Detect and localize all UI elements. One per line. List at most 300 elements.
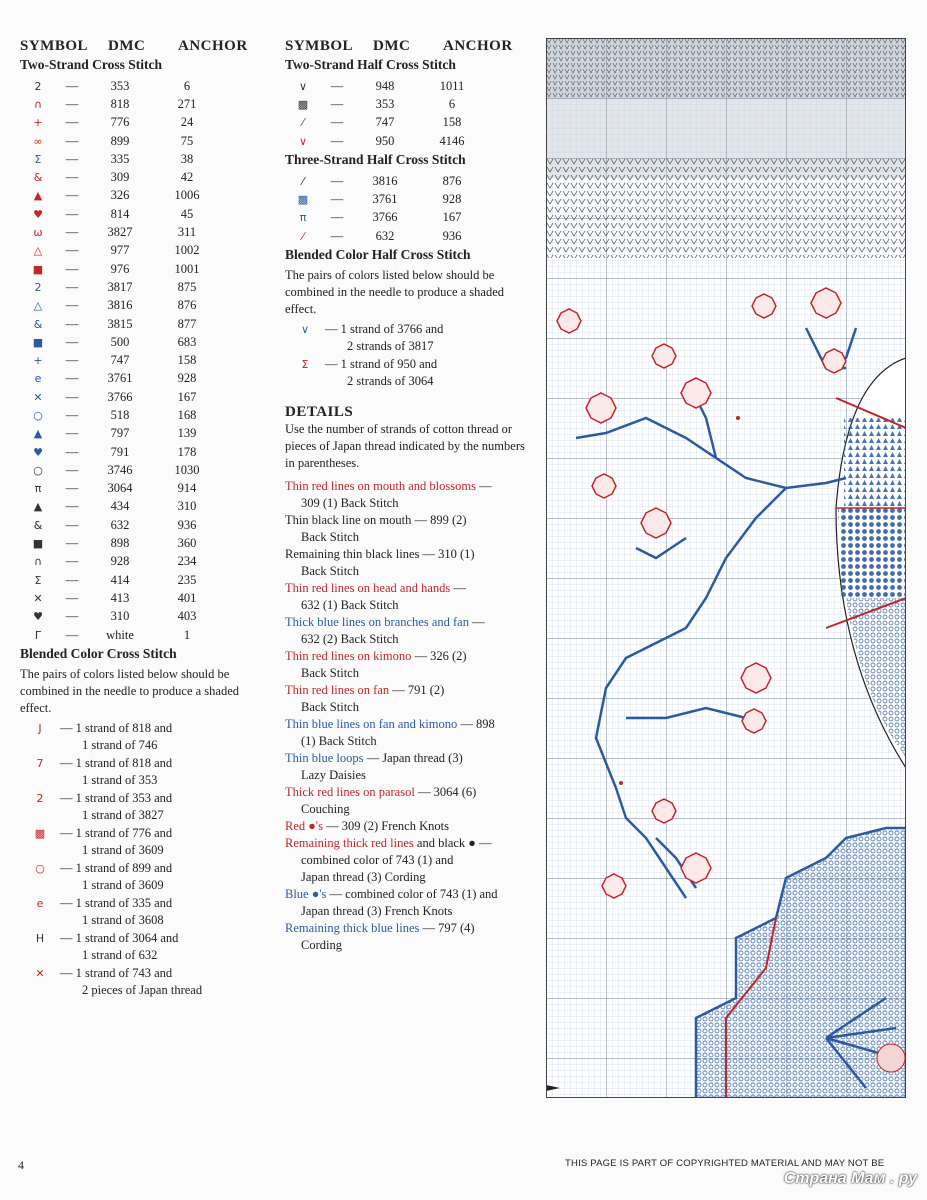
stitch-symbol: ∩ (33, 555, 43, 569)
stitch-symbol: ⁄ (302, 174, 304, 188)
detail-rest: — combined color of 743 (1) and (326, 887, 498, 902)
detail-lead: Thin blue loops (285, 751, 364, 766)
key-row (285, 209, 535, 227)
dmc-number: 3766 (372, 210, 398, 225)
header-dmc: DMC (108, 38, 146, 54)
detail-continuation: Back Stitch (301, 666, 359, 681)
anchor-number: 936 (442, 228, 462, 243)
dash: — (65, 572, 79, 587)
detail-rest: and black ● — (413, 836, 492, 851)
blend-line: — 1 strand of 353 and (60, 791, 173, 806)
dash: — (65, 206, 79, 221)
detail-rest: — 898 (457, 717, 495, 732)
copyright-notice: THIS PAGE IS PART OF COPYRIGHTED MATERIAL AND MAY NOT BE (565, 1158, 885, 1169)
detail-lead: Red ●'s (285, 819, 323, 834)
blend-description (325, 321, 535, 355)
dash: — (65, 627, 79, 642)
anchor-number: 683 (177, 334, 197, 349)
blend-description (60, 965, 270, 999)
anchor-number: 311 (177, 225, 197, 240)
key-row (20, 553, 270, 571)
blend-row (20, 965, 270, 999)
detail-rest: — 309 (2) French Knots (322, 819, 449, 834)
stitch-symbol: ■ (32, 537, 44, 551)
stitch-symbol: ○ (33, 463, 43, 477)
detail-item (285, 648, 535, 682)
dash: — (65, 481, 79, 496)
key-row (285, 132, 535, 150)
key-row (20, 168, 270, 186)
anchor-number: 235 (177, 572, 197, 587)
dmc-number: 413 (110, 590, 130, 605)
key-row (285, 190, 535, 208)
detail-continuation: Back Stitch (301, 700, 359, 715)
stitch-symbol: ○ (33, 408, 43, 422)
dmc-number: 3766 (107, 389, 133, 404)
dash: — (65, 225, 79, 240)
anchor-number: 42 (180, 170, 194, 185)
detail-continuation: Back Stitch (301, 530, 359, 545)
blend-line: — 1 strand of 950 and (325, 357, 438, 372)
blend-line: 1 strand of 3827 (82, 808, 164, 823)
key-row (285, 227, 535, 245)
dmc-number: 776 (110, 115, 130, 130)
detail-rest: — 326 (2) (411, 649, 467, 664)
key-row (20, 351, 270, 369)
stitch-symbol: ∨ (298, 134, 308, 148)
anchor-number: 1001 (174, 261, 200, 276)
blend-line: 1 strand of 746 (82, 738, 158, 753)
dash: — (65, 316, 79, 331)
blend-list (285, 321, 535, 390)
key-row (20, 516, 270, 534)
anchor-number: 876 (442, 173, 462, 188)
detail-item (285, 478, 535, 512)
dash: — (65, 536, 79, 551)
detail-continuation: Japan thread (3) Cording (301, 870, 426, 885)
key-row (20, 534, 270, 552)
header-anchor: ANCHOR (178, 38, 248, 54)
dash: — (65, 444, 79, 459)
anchor-number: 401 (177, 590, 197, 605)
dmc-number: 928 (110, 554, 130, 569)
dash: — (65, 133, 79, 148)
dmc-number: 950 (375, 133, 395, 148)
page-number: 4 (18, 1158, 24, 1172)
blend-description (60, 825, 270, 859)
anchor-number: 928 (442, 192, 462, 207)
blend-line: 1 strand of 353 (82, 773, 158, 788)
anchor-number: 1002 (174, 243, 200, 258)
dash: — (330, 228, 344, 243)
dash: — (65, 115, 79, 130)
key-row (285, 172, 535, 190)
key-row (20, 571, 270, 589)
blend-description (60, 860, 270, 894)
anchor-number: 158 (177, 353, 197, 368)
key-header (285, 38, 535, 55)
key-row (20, 333, 270, 351)
detail-item (285, 784, 535, 818)
blend-row (20, 825, 270, 859)
detail-rest: — 310 (1) (419, 547, 475, 562)
stitch-symbol: ∞ (33, 134, 43, 148)
detail-lead: Thin red lines on head and hands (285, 581, 451, 596)
blend-line: — 1 strand of 818 and (60, 756, 173, 771)
stitch-symbol: ♥ (33, 610, 43, 624)
dash: — (330, 210, 344, 225)
stitch-symbol: △ (33, 244, 43, 258)
section-intro: The pairs of colors listed below should be combined in the needle to produce a shaded effect. (20, 667, 240, 716)
dmc-number: 3817 (107, 279, 133, 294)
dmc-number: 797 (110, 426, 130, 441)
dmc-number: 977 (110, 243, 130, 258)
dmc-number: 3815 (107, 316, 133, 331)
detail-item (285, 716, 535, 750)
detail-lead: Thin red lines on kimono (285, 649, 412, 664)
stitch-symbol: ✕ (33, 390, 43, 404)
detail-item (285, 580, 535, 614)
anchor-number: 178 (177, 444, 197, 459)
blend-row (20, 755, 270, 789)
dmc-number: 632 (375, 228, 395, 243)
anchor-number: 271 (177, 96, 197, 111)
key-row (285, 114, 535, 132)
key-row (20, 187, 270, 205)
color-key-list (285, 77, 535, 150)
stitch-symbol: ■ (32, 335, 44, 349)
detail-item (285, 886, 535, 920)
blend-description (60, 755, 270, 789)
stitch-symbol: π (34, 482, 42, 496)
key-row (20, 223, 270, 241)
dash: — (65, 78, 79, 93)
key-row (20, 608, 270, 626)
stitch-symbol: Σ (34, 152, 42, 166)
anchor-number: 403 (177, 609, 197, 624)
stitch-symbol: 2 (34, 280, 42, 294)
detail-continuation: combined color of 743 (1) and (301, 853, 454, 868)
detail-continuation: Cording (301, 938, 342, 953)
watermark: Страна Мам . ру (783, 1170, 917, 1187)
section-intro: The pairs of colors listed below should be combined in the needle to produce a shaded effect. (285, 268, 505, 317)
dmc-number: 948 (375, 78, 395, 93)
dmc-number: 309 (110, 170, 130, 185)
anchor-number: 1011 (439, 78, 465, 93)
dash: — (65, 462, 79, 477)
section-title: Two-Strand Half Cross Stitch (285, 57, 456, 72)
anchor-number: 6 (448, 96, 456, 111)
dmc-number: 976 (110, 261, 130, 276)
stitch-symbol: e (34, 372, 42, 386)
key-row (20, 388, 270, 406)
detail-item (285, 835, 535, 869)
stitch-symbol: H (35, 932, 45, 946)
dash: — (65, 188, 79, 203)
blend-line: — 1 strand of 3064 and (60, 931, 179, 946)
detail-rest: — 3064 (6) (414, 785, 477, 800)
details-title: DETAILS (285, 404, 354, 421)
detail-rest: — 899 (2) (411, 513, 467, 528)
details-list (285, 478, 535, 954)
blend-row (285, 321, 535, 355)
dash: — (65, 298, 79, 313)
dmc-number: 353 (375, 96, 395, 111)
blend-line: 2 strands of 3817 (347, 339, 434, 354)
dash: — (65, 96, 79, 111)
blend-line: 1 strand of 3609 (82, 878, 164, 893)
stitch-symbol: ⁄ (302, 229, 304, 243)
blend-line: — 1 strand of 899 and (60, 861, 173, 876)
stitch-symbol: ⁄ (302, 116, 304, 130)
blend-row (20, 930, 270, 964)
stitch-symbol: J (38, 722, 42, 736)
dmc-number: 353 (110, 78, 130, 93)
detail-continuation: 632 (2) Back Stitch (301, 632, 399, 647)
blend-description (60, 720, 270, 754)
anchor-number: 24 (180, 115, 194, 130)
detail-rest: — 797 (4) (419, 921, 475, 936)
dmc-number: 3816 (107, 298, 133, 313)
key-row (285, 95, 535, 113)
blend-row (20, 720, 270, 754)
dmc-number: 898 (110, 536, 130, 551)
key-middle-column (285, 38, 535, 954)
dmc-number: 3816 (372, 173, 398, 188)
key-row (20, 406, 270, 424)
dmc-number: 3064 (107, 481, 133, 496)
header-symbol: SYMBOL (20, 38, 89, 54)
section-title: Blended Color Half Cross Stitch (285, 247, 471, 263)
anchor-number: 167 (177, 389, 197, 404)
stitch-symbol: ▩ (297, 97, 309, 111)
dash: — (65, 170, 79, 185)
stitch-symbol: ▩ (297, 193, 309, 207)
stitch-symbol: + (33, 116, 43, 130)
dash: — (65, 371, 79, 386)
dash: — (65, 261, 79, 276)
detail-item (285, 682, 535, 716)
stitch-symbol: 7 (36, 757, 44, 771)
blend-description (60, 895, 270, 929)
detail-item (285, 920, 535, 954)
anchor-number: 6 (183, 78, 191, 93)
dmc-number: 414 (110, 572, 130, 587)
dash: — (65, 590, 79, 605)
dash: — (330, 192, 344, 207)
key-left-column (20, 38, 270, 1000)
anchor-number: 158 (442, 115, 462, 130)
blend-line: 2 pieces of Japan thread (82, 983, 203, 998)
stitch-symbol: 2 (34, 79, 42, 93)
detail-continuation: Couching (301, 802, 350, 817)
detail-lead: Thin black line on mouth (285, 513, 412, 528)
detail-item (285, 546, 535, 580)
anchor-number: 38 (180, 151, 194, 166)
detail-lead: Blue ●'s (285, 887, 327, 902)
stitch-symbol: Σ (34, 573, 42, 587)
detail-item (285, 869, 535, 886)
blend-line: 1 strand of 3608 (82, 913, 164, 928)
section-title: Three-Strand Half Cross Stitch (285, 152, 466, 168)
dmc-number: 747 (110, 353, 130, 368)
stitch-symbol: 2 (36, 792, 44, 806)
anchor-number: 75 (180, 133, 194, 148)
stitch-symbol: & (33, 171, 43, 185)
detail-item (285, 512, 535, 546)
stitch-symbol: Γ (34, 628, 42, 642)
dash: — (65, 279, 79, 294)
key-row (20, 480, 270, 498)
anchor-number: 936 (177, 517, 197, 532)
key-header (20, 38, 270, 55)
key-row (20, 297, 270, 315)
stitch-symbol: & (33, 518, 43, 532)
stitch-symbol: ✕ (35, 967, 45, 981)
detail-lead: Thin red lines on fan (285, 683, 390, 698)
dash: — (65, 334, 79, 349)
blend-list (20, 720, 270, 999)
blend-line: — 1 strand of 776 and (60, 826, 173, 841)
dmc-number: 899 (110, 133, 130, 148)
dash: — (65, 517, 79, 532)
key-row (285, 77, 535, 95)
dash: — (330, 115, 344, 130)
stitch-symbol: ♥ (33, 445, 43, 459)
detail-lead: Remaining thick blue lines (285, 921, 420, 936)
anchor-number: 139 (177, 426, 197, 441)
header-symbol: SYMBOL (285, 38, 354, 54)
dmc-number: 310 (110, 609, 130, 624)
header-anchor: ANCHOR (443, 38, 513, 54)
stitch-symbol: ∩ (33, 97, 43, 111)
dash: — (330, 173, 344, 188)
dmc-number: 326 (110, 188, 130, 203)
key-row (20, 626, 270, 644)
stitch-symbol: ▲ (33, 500, 43, 514)
detail-item (285, 750, 535, 784)
key-row (20, 77, 270, 95)
dash: — (65, 243, 79, 258)
anchor-number: 168 (177, 407, 197, 422)
key-row (20, 95, 270, 113)
anchor-number: 876 (177, 298, 197, 313)
anchor-number: 310 (177, 499, 197, 514)
stitch-symbol: ○ (35, 862, 45, 876)
color-key-list (285, 172, 535, 245)
blend-line: — 1 strand of 335 and (60, 896, 173, 911)
dmc-number: 632 (110, 517, 130, 532)
stitch-symbol: ∨ (300, 323, 310, 337)
blend-row (20, 790, 270, 824)
color-key-list (20, 77, 270, 644)
stitch-symbol: Σ (301, 358, 309, 372)
dmc-number: 3827 (107, 225, 133, 240)
details-intro: Use the number of strands of cotton thread or pieces of Japan thread indicated by the numbers in parentheses. (285, 422, 525, 471)
anchor-number: 1 (183, 627, 191, 642)
detail-continuation: 309 (1) Back Stitch (301, 496, 399, 511)
anchor-number: 877 (177, 316, 197, 331)
anchor-number: 875 (177, 279, 197, 294)
blend-line: — 1 strand of 818 and (60, 721, 173, 736)
anchor-number: 167 (442, 210, 462, 225)
blend-line: 1 strand of 632 (82, 948, 158, 963)
detail-lead: Thick blue lines on branches and fan (285, 615, 469, 630)
section-title: Blended Color Cross Stitch (20, 646, 177, 662)
blend-description (325, 356, 535, 390)
detail-item (285, 818, 535, 835)
dmc-number: 518 (110, 407, 130, 422)
key-row (20, 498, 270, 516)
stitch-symbol: △ (33, 299, 43, 313)
detail-rest: — Japan thread (3) (363, 751, 463, 766)
detail-item (285, 614, 535, 648)
detail-rest: — (468, 615, 485, 630)
detail-lead: Thin red lines on mouth and blossoms (285, 479, 476, 494)
dmc-number: 3761 (372, 192, 398, 207)
anchor-number: 914 (177, 481, 197, 496)
section-title: Two-Strand Cross Stitch (20, 57, 163, 72)
key-row (20, 425, 270, 443)
key-row (20, 370, 270, 388)
blend-line: — 1 strand of 743 and (60, 966, 173, 981)
cross-stitch-chart (546, 38, 906, 1098)
stitch-symbol: π (299, 211, 307, 225)
header-dmc: DMC (373, 38, 411, 54)
stitch-symbol: ∨ (298, 79, 308, 93)
dash: — (330, 78, 344, 93)
blend-row (285, 356, 535, 390)
dmc-number: 791 (110, 444, 130, 459)
stitch-symbol: ▲ (33, 189, 43, 203)
detail-continuation: (1) Back Stitch (301, 734, 377, 749)
anchor-number: 1030 (174, 462, 200, 477)
blend-row (20, 895, 270, 929)
detail-lead: Remaining thin black lines (285, 547, 420, 562)
blend-line: — 1 strand of 3766 and (325, 322, 444, 337)
detail-rest: — 791 (2) (389, 683, 445, 698)
stitch-symbol: ▲ (33, 427, 43, 441)
stitch-symbol: ✕ (33, 591, 43, 605)
blend-line: 2 strands of 3064 (347, 374, 434, 389)
key-row (20, 150, 270, 168)
dmc-number: white (106, 627, 134, 642)
dash: — (65, 407, 79, 422)
stitch-symbol: ω (33, 226, 43, 240)
anchor-number: 928 (177, 371, 197, 386)
detail-continuation: Japan thread (3) French Knots (301, 904, 453, 919)
anchor-number: 4146 (439, 133, 465, 148)
dash: — (65, 554, 79, 569)
dash: — (65, 389, 79, 404)
detail-rest: — (475, 479, 492, 494)
detail-continuation: 632 (1) Back Stitch (301, 598, 399, 613)
key-row (20, 443, 270, 461)
dash: — (65, 151, 79, 166)
key-row (20, 242, 270, 260)
key-row (20, 278, 270, 296)
stitch-symbol: & (33, 317, 43, 331)
anchor-number: 360 (177, 536, 197, 551)
anchor-number: 234 (177, 554, 197, 569)
detail-lead: Thick red lines on parasol (285, 785, 415, 800)
dash: — (330, 96, 344, 111)
stitch-symbol: ▩ (34, 827, 46, 841)
blend-description (60, 790, 270, 824)
anchor-number: 1006 (174, 188, 200, 203)
dash: — (65, 426, 79, 441)
dmc-number: 335 (110, 151, 130, 166)
